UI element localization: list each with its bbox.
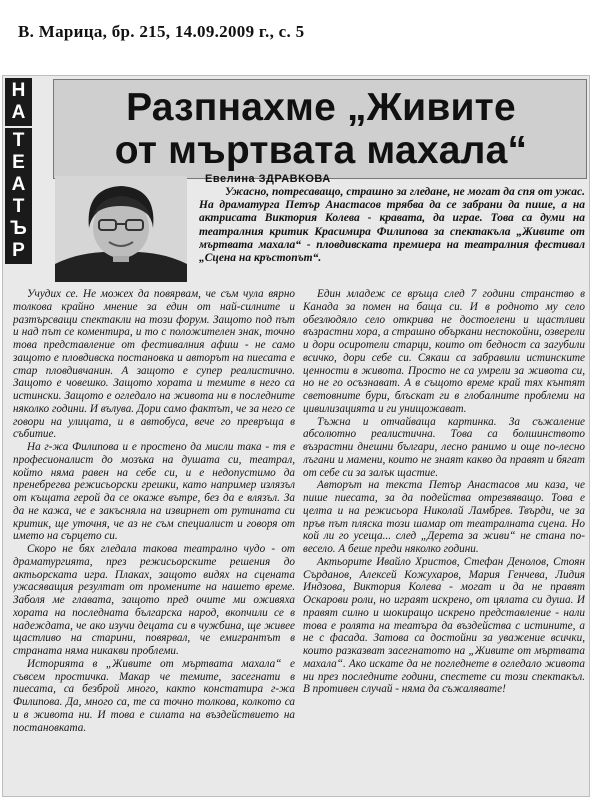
rubric-letter: Т <box>12 130 25 151</box>
headline-box <box>53 79 587 179</box>
article-column-left <box>13 288 295 796</box>
rubric-letter: Ъ <box>10 218 27 239</box>
article-paragraph: Авторът на текста Петър Анастасов ми каза, че пише пиесата, за да подейства отрезвяващо. Това е целта и на режисьора Николай Ламбрев. Твърди, че за пръв път пляска този шамар от театралната сцена. Но кой ли го усеща... след „Дерета за живи“ не стана по-весело. А беше преди няколко години. <box>303 479 585 555</box>
author-photo <box>55 176 187 282</box>
article-paragraph: На г-жа Филипова и е простено да мисли така - тя е професионалист до мозъка на душата си, театрал, който няма равен на себе си, и е недопустимо да пренебрегва режисьорски грешки, като например излязъл от къщата герой да се окаже вътре, без да е влязъл. За да не кажа, че е закъсняла на извирнет от рутината си критик, ще уточня, че аз не съм специалист и говоря от името на сърцето си. <box>13 441 295 543</box>
article-paragraph: Учудих се. Не можех да повярвам, че съм чула вярно толкова крайно мнение за един от най-силните и разтърсващи спектакли на този форум. Защото под път и над път се коментира, и то с положителен знак, точно това представление от фестивалния афиш - не само защото е пловдивска постановка и авторът на пиесата е стар пловдивчанин. А защото е супер реалистично. Защото е човешко. Защото хората и темите в него са истински. Защото е огледало на живота ни в последните няколко години. И вълува. Дори само фактът, че за него се говори на улицата, и в автобуса, вече го превръща в събитие. <box>13 288 295 441</box>
rubric-letter: Н <box>11 80 26 101</box>
article-paragraph: Актьорите Ивайло Христов, Стефан Денолов, Стоян Сърданов, Алексей Кожухаров, Мария Генчева, Лидия Индзова, Виктория Колева - могат и да не правят Оскарови роли, но играят искрено, от цялата си душа. И правят силно и шокиращо искрено представление - нали това е ролята на театъра да въздейства с истините, а не с фасада. Затова са достойни за уважение всички, които разказват засегнатото на „Живите от мъртвата махала“. Ако искате да не погледнете в огледало живота ни през последните години, спестете си този спектакъл. В противен случай - няма да съжалявате! <box>303 555 585 696</box>
rubric-word-na <box>5 78 32 126</box>
headline-line-2: от мъртвата махала“ <box>114 129 528 172</box>
rubric-letter: А <box>11 102 26 123</box>
headline-line-1: Разпнахме „Живите <box>126 86 516 129</box>
newspaper-clipping <box>2 75 590 797</box>
article-paragraph: Тъжна и отчайваща картинка. За съжаление абсолютно реалистична. Това са болшинството възрастни днешни българи, лесно ранимо и още по-лесно лъгани и мамени, които не знаят какво да правят и бягат от себе си за залък щастие. <box>303 415 585 479</box>
rubric-word-teatar <box>5 128 32 264</box>
rubric-letter: Р <box>12 240 25 261</box>
author-byline: Евелина ЗДРАВКОВА <box>205 173 331 185</box>
rubric-letter: Т <box>12 196 25 217</box>
headline <box>66 86 576 172</box>
article-paragraph: Скоро не бях гледала такова театрално чудо - от драматургията, през режисьорските решения до актьорската игра. Плаках, защото видях на сцената ужасяващия резултат от промените на нашето време. Заболя ме главата, защото пред очите ми оживяха хората на последната българска народ, вкопчили се в надеждата, че ако изучи децата си в чужбина, ще живее щастливо на старини, повярвал, че емигрантът в страната няма никакви проблеми. <box>13 543 295 657</box>
lead-paragraph: Ужасно, потресаващо, страшно за гледане, не могат да спя от ужас. На драматурга Петър Анастасов трябва да се забрани да пише, а на актрисата Виктория Колева - кравата, да играе. Това са думи на театралния критик Красимира Филипова за спектакъла „Живите от мъртвата махала“ - пловдивската премиера на театралния фестивал „Сцена на кръстопът“. <box>199 186 585 265</box>
article-paragraph: Историята в „Живите от мъртвата махала“ е съвсем простичка. Макар че темите, засегнати в пиесата, са безброй много, както констатира г-жа Филипова. Да, много са, те са точно толкова, колкото са и в живота ни. И това е силата на въздействието на постановката. <box>13 657 295 734</box>
article-paragraph: Един младеж се връща след 7 години странство в Канада за помен на баща си. И в родното му село обезлюдяло село открива не достоелени и щастливи възрастни хора, а страшно объркани неспокойни, озверели и дори осиротели старци, които от бедност са загубили всичко, дори себе си. Сякаш са забравили истинските ценности в живота. Просто не са умрели за живота си, но не го осъзнават. А в същото време край тях кънтят световните бури, блъскат ги в глобалните проблеми на цивилизацията и ги унищожават. <box>303 288 585 415</box>
source-caption: В. Марица, бр. 215, 14.09.2009 г., с. 5 <box>18 22 305 41</box>
rubric-letter: Е <box>12 152 25 173</box>
rubric-label <box>5 78 32 264</box>
article-column-right <box>303 288 585 796</box>
rubric-letter: А <box>11 174 26 195</box>
